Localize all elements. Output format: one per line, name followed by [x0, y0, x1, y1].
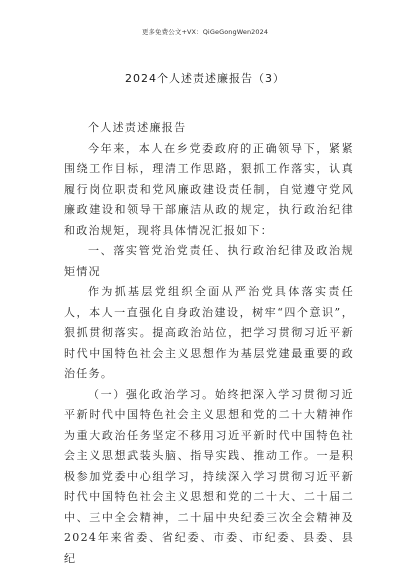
paragraph-political-study: （一）强化政治学习。始终把深入学习贯彻习近平新时代中国特色社会主义思想和党的二十大精神作为重大政治任务坚定不移用习近平新时代中国特色社会主义思想武装头脑、指导实践、推动工作。一是积极参加党委中心组学习，持续深入学习贯彻习近平新时代中国特色社会主义思想和党的二十大、二十届二中、三中全会精神，二十届中央纪委三次全会精神及2024年来省委、省纪委、市委、市纪委、县委、县纪 — [64, 387, 354, 565]
paragraph-subtitle: 个人述责述廉报告 — [88, 121, 187, 134]
document-body — [64, 118, 354, 569]
paragraph-responsibility: 作为抓基层党组织全面从严治党具体落实责任人，本人一直强化自身政治建设，树牢“四个意识”，狠抓贯彻落实。提高政治站位，把学习贯彻习近平新时代中国特色社会主义思想作为基层党建最重要的政治任务。 — [64, 285, 354, 380]
document-title: 2024个人述责述廉报告（3） — [125, 72, 285, 85]
section-heading-1: 一、落实管党治党责任、执行政治纪律及政治规矩情况 — [64, 244, 354, 278]
paragraph-intro: 今年来，本人在乡党委政府的正确领导下，紧紧围绕工作目标，理清工作思路，狠抓工作落实，认真履行岗位职责和党风廉政建设责任制，自觉遵守党风廉政建设和领导干部廉洁从政的规定，执行政治纪律和政治规矩，现将具体情况汇报如下： — [64, 141, 354, 237]
page-header: 更多免费公文+VX：QiGeGongWen2024 — [141, 28, 269, 36]
